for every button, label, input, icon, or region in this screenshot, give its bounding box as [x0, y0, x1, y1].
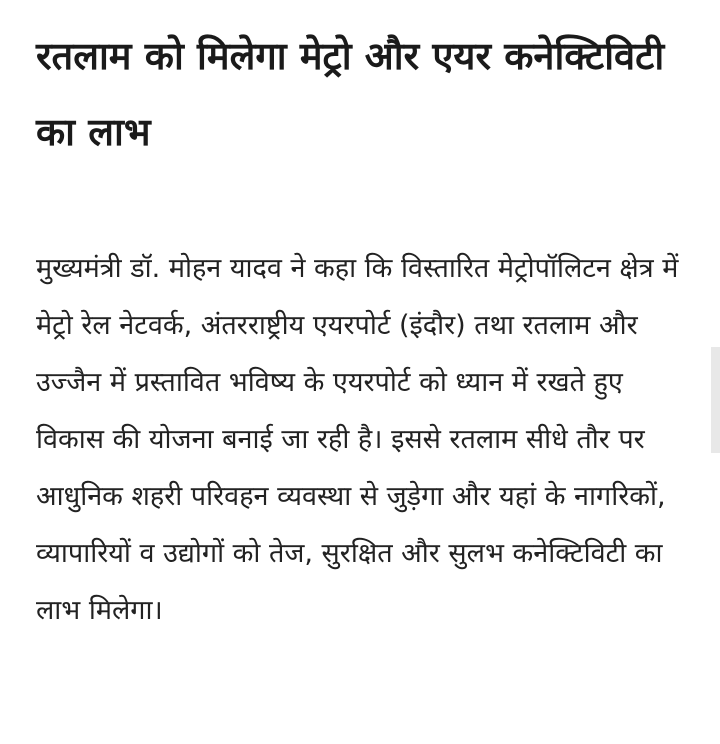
article — [36, 18, 684, 639]
article-headline: रतलाम को मिलेगा मेट्रो और एयर कनेक्टिविटी का लाभ — [36, 34, 665, 154]
article-body: मुख्यमंत्री डॉ. मोहन यादव ने कहा कि विस्तारित मेट्रोपॉलिटन क्षेत्र में मेट्रो रेल नेटवर्क, अंतरराष्ट्रीय एयरपोर्ट (इंदौर) तथा रतलाम और उज्जैन में प्रस्तावित भविष्य के एयरपोर्ट को ध्यान में रखते हुए विकास की योजना बनाई जा रही है। इससे रतलाम सीधे तौर पर आधुनिक शहरी परिवहन व्यवस्था से जुड़ेगा और यहां के नागरिकों, व्यापारियों व उद्योगों को तेज, सुरक्षित और सुलभ कनेक्टिविटी का लाभ मिलेगा। — [36, 253, 679, 626]
scrollbar-thumb[interactable] — [711, 347, 720, 453]
